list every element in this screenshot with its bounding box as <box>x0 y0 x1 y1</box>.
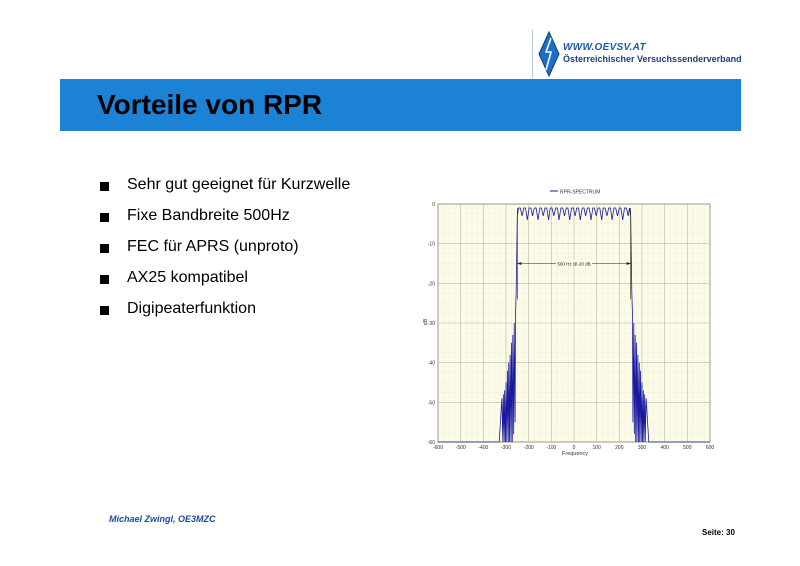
y-tick-label: -60 <box>427 440 435 446</box>
square-bullet-icon <box>100 306 109 315</box>
square-bullet-icon <box>100 244 109 253</box>
author-name: Michael Zwingl, OE3MZC <box>109 514 216 524</box>
square-bullet-icon <box>100 275 109 284</box>
page-number: Seite: 30 <box>702 528 735 537</box>
slide-title: Vorteile von RPR <box>97 89 323 120</box>
x-tick-label: 600 <box>705 445 715 451</box>
x-tick-label: 0 <box>572 445 576 451</box>
x-tick-label: 300 <box>637 445 647 451</box>
y-tick-label: -30 <box>427 321 435 327</box>
bullet-text: AX25 kompatibel <box>127 269 248 286</box>
spectrum-chart <box>418 188 718 460</box>
x-axis-label: Frequency <box>562 451 588 457</box>
bullet-text: Digipeaterfunktion <box>127 300 256 317</box>
x-tick-label: 400 <box>660 445 669 451</box>
x-tick-label: -100 <box>546 445 557 451</box>
x-tick-label: 500 <box>683 445 692 451</box>
y-tick-label: -20 <box>427 281 435 288</box>
x-tick-label: -600 <box>432 445 444 451</box>
logo-url[interactable]: WWW.OEVSV.AT <box>563 42 646 53</box>
y-tick-label: -10 <box>427 241 435 248</box>
lightning-diamond-icon <box>537 30 561 78</box>
y-axis-label: dB <box>423 318 429 326</box>
x-tick-label: -300 <box>500 445 512 451</box>
bullet-text: Sehr gut geeignet für Kurzwelle <box>127 176 351 193</box>
y-tick-label: 0 <box>432 202 435 208</box>
x-tick-label: 100 <box>592 445 601 451</box>
header-logo <box>532 30 745 78</box>
bullet-text: Fixe Bandbreite 500Hz <box>127 207 290 224</box>
square-bullet-icon <box>100 213 109 222</box>
y-tick-label: -50 <box>427 400 435 407</box>
y-tick-label: -40 <box>427 360 435 367</box>
title-bar <box>60 79 741 131</box>
logo-organization: Österreichischer Versuchssenderverband <box>563 54 742 64</box>
x-tick-label: 200 <box>615 445 624 451</box>
x-tick-label: -400 <box>478 445 489 451</box>
bullet-text: FEC für APRS (unproto) <box>127 238 299 255</box>
x-tick-label: -500 <box>455 445 466 451</box>
x-tick-label: -200 <box>523 445 534 451</box>
square-bullet-icon <box>100 182 109 191</box>
annotation-label: 500 Hz @-20 dB <box>557 261 591 267</box>
chart-title: RPR-SPECTRUM <box>560 189 601 196</box>
